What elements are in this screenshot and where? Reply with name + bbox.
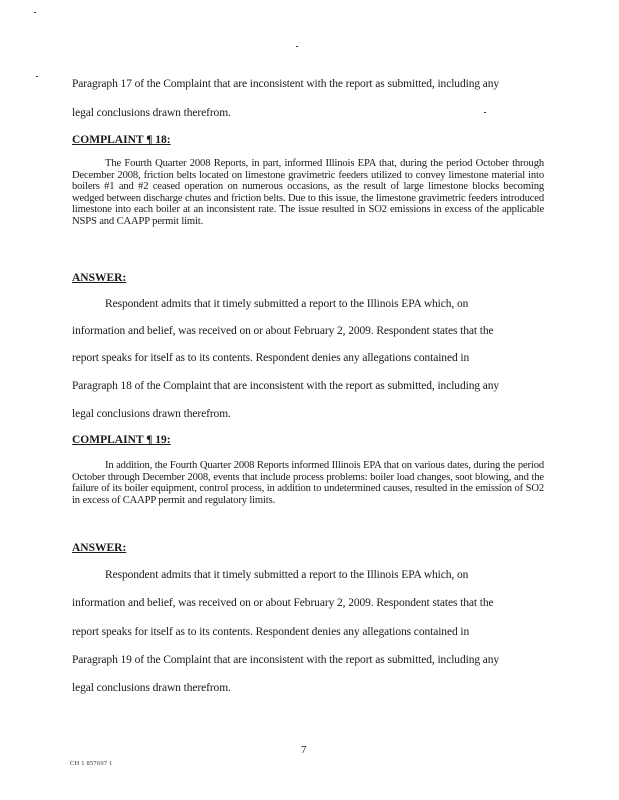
complaint-19-text — [72, 460, 544, 506]
scan-speck — [296, 46, 298, 47]
complaint-18-paragraph: The Fourth Quarter 2008 Reports, in part, informed Illinois EPA that, during the period October through December 2008, friction belts located on limestone gravimetric feeders utilized to convey limestone material into boilers #1 and #2 ceased operation on numerous occasions, as the result of large limestone blocks becoming wedged between discharge chutes and friction belts. Due to this issue, the limestone gravimetric feeders introduced limestone into each boiler at an inconsistent rate. The issue resulted in SO2 emissions in excess of the applicable NSPS and CAAPP permit limit. — [72, 158, 544, 227]
scan-speck — [34, 12, 36, 13]
answer-19-line-1: Respondent admits that it timely submitted a report to the Illinois EPA which, on — [105, 569, 469, 581]
answer-18-line-5: legal conclusions drawn therefrom. — [72, 408, 231, 420]
scan-speck — [484, 112, 486, 113]
answer-19-line-5: legal conclusions drawn therefrom. — [72, 682, 231, 694]
answer-19-line-4: Paragraph 19 of the Complaint that are inconsistent with the report as submitted, including any — [72, 654, 500, 666]
scan-speck — [36, 76, 38, 77]
intro-line-1: Paragraph 17 of the Complaint that are inconsistent with the report as submitted, including any — [72, 78, 500, 90]
answer-19-line-2: information and belief, was received on or about February 2, 2009. Respondent states that the — [72, 597, 494, 609]
complaint-19-paragraph: In addition, the Fourth Quarter 2008 Reports informed Illinois EPA that on various dates, during the period October through December 2008, events that include process problems: boiler load changes, soot blowing, and the failure of its boiler equipment, control process, in addition to undetermined causes, resulted in the emission of SO2 in excess of CAAPP permit and regulatory limits. — [72, 460, 544, 506]
page-number: 7 — [301, 744, 307, 756]
complaint-18-heading: COMPLAINT ¶ 18: — [72, 134, 171, 146]
answer-18-line-4: Paragraph 18 of the Complaint that are inconsistent with the report as submitted, including any — [72, 380, 500, 392]
complaint-18-text — [72, 158, 544, 228]
complaint-19-heading: COMPLAINT ¶ 19: — [72, 434, 171, 446]
answer-19-line-3: report speaks for itself as to its contents. Respondent denies any allegations contained in — [72, 626, 470, 638]
answer-18-line-1: Respondent admits that it timely submitted a report to the Illinois EPA which, on — [105, 298, 469, 310]
answer-18-heading: ANSWER: — [72, 272, 127, 284]
document-id-footer: CH 1 857697 1 — [70, 760, 113, 767]
intro-line-2: legal conclusions drawn therefrom. — [72, 107, 231, 119]
answer-19-heading: ANSWER: — [72, 542, 127, 554]
answer-18-line-3: report speaks for itself as to its contents. Respondent denies any allegations contained in — [72, 352, 470, 364]
answer-18-line-2: information and belief, was received on or about February 2, 2009. Respondent states that the — [72, 325, 494, 337]
